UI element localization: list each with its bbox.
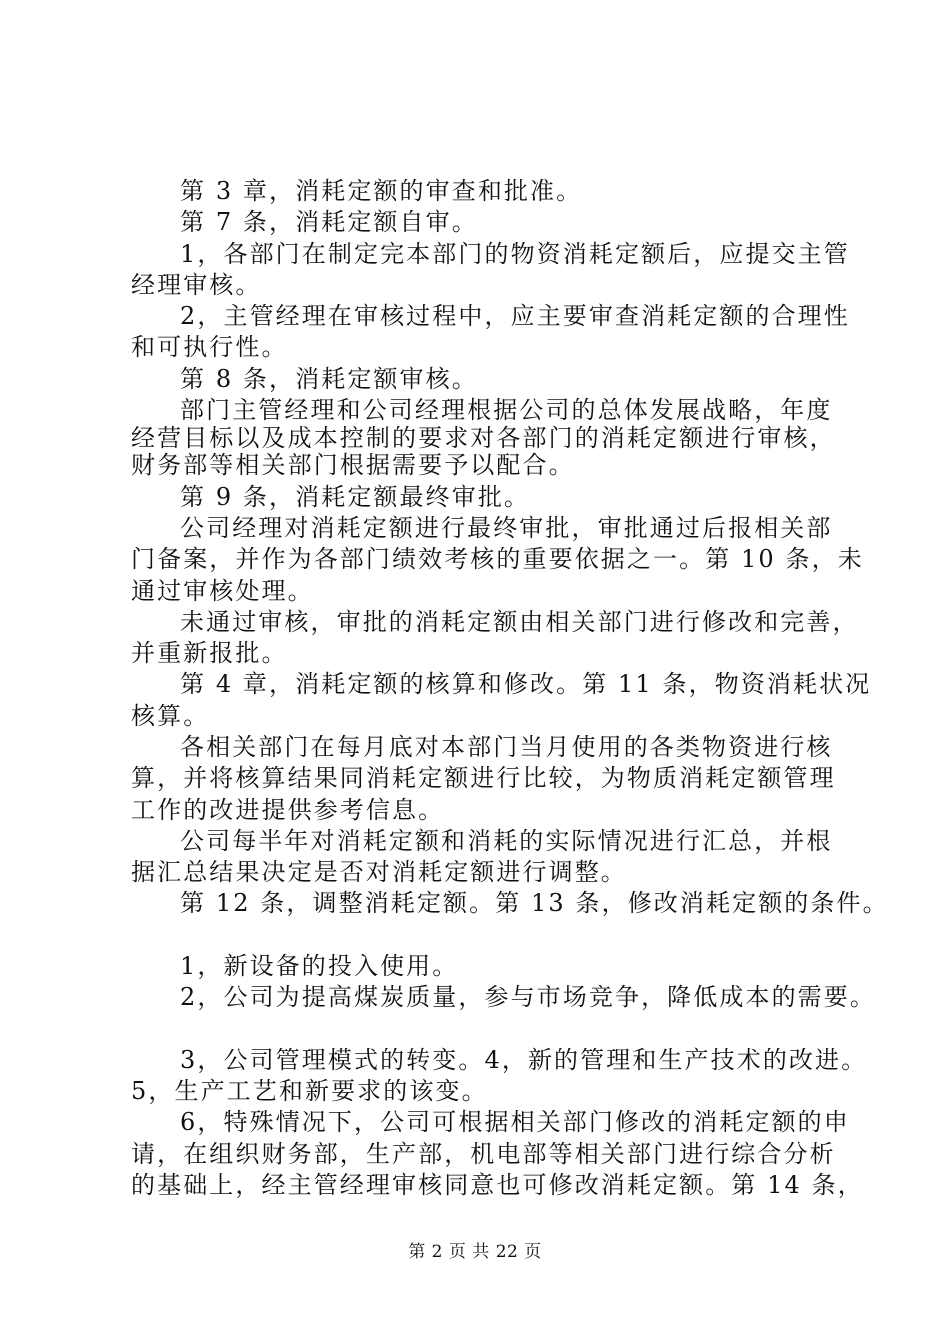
text-line: 5，生产工艺和新要求的该变。	[131, 1077, 488, 1105]
text-line: 通过审核处理。	[131, 577, 314, 605]
text-line: 第 9 条，消耗定额最终审批。	[180, 483, 531, 511]
text-line: 1，新设备的投入使用。	[180, 952, 459, 980]
text-line: 1，各部门在制定完本部门的物资消耗定额后，应提交主管	[180, 240, 850, 268]
text-line: 部门主管经理和公司经理根据公司的总体发展战略，年度	[180, 396, 833, 424]
text-line: 2，主管经理在审核过程中，应主要审查消耗定额的合理性	[180, 302, 850, 330]
text-line: 未通过审核，审批的消耗定额由相关部门进行修改和完善，	[180, 608, 859, 636]
text-line: 经理审核。	[131, 271, 262, 299]
text-line: 核算。	[131, 702, 210, 730]
text-line: 公司每半年对消耗定额和消耗的实际情况进行汇总，并根	[180, 827, 833, 855]
text-line: 3，公司管理模式的转变。4，新的管理和生产技术的改进。	[180, 1046, 868, 1074]
text-line: 工作的改进提供参考信息。	[131, 796, 445, 824]
text-line: 第 4 章，消耗定额的核算和修改。第 11 条，物资消耗状况	[180, 670, 872, 698]
text-line: 第 12 条，调整消耗定额。第 13 条，修改消耗定额的条件。	[180, 889, 889, 917]
text-line: 第 7 条，消耗定额自审。	[180, 208, 478, 236]
text-line: 第 8 条，消耗定额审核。	[180, 365, 478, 393]
text-line: 公司经理对消耗定额进行最终审批，审批通过后报相关部	[180, 514, 833, 542]
text-line: 据汇总结果决定是否对消耗定额进行调整。	[131, 858, 627, 886]
text-line: 6，特殊情况下，公司可根据相关部门修改的消耗定额的申	[180, 1108, 850, 1136]
text-line: 和可执行性。	[131, 333, 288, 361]
text-line: 的基础上，经主管经理审核同意也可修改消耗定额。第 14 条，	[131, 1171, 864, 1199]
page-footer	[0, 1241, 950, 1263]
text-line: 各相关部门在每月底对本部门当月使用的各类物资进行核	[180, 733, 833, 761]
text-line: 经营目标以及成本控制的要求对各部门的消耗定额进行审核，	[131, 424, 836, 452]
text-line: 请，在组织财务部，生产部，机电部等相关部门进行综合分析	[131, 1140, 836, 1168]
text-line: 门备案，并作为各部门绩效考核的重要依据之一。第 10 条，未	[131, 545, 864, 573]
text-line: 财务部等相关部门根据需要予以配合。	[131, 451, 575, 479]
text-line: 第 3 章，消耗定额的审查和批准。	[180, 177, 583, 205]
text-line: 2，公司为提高煤炭质量，参与市场竞争，降低成本的需要。	[180, 983, 876, 1011]
text-line: 算，并将核算结果同消耗定额进行比较，为物质消耗定额管理	[131, 764, 836, 792]
text-line: 并重新报批。	[131, 639, 288, 667]
page-number-label: 第 2 页 共 22 页	[408, 1242, 542, 1262]
